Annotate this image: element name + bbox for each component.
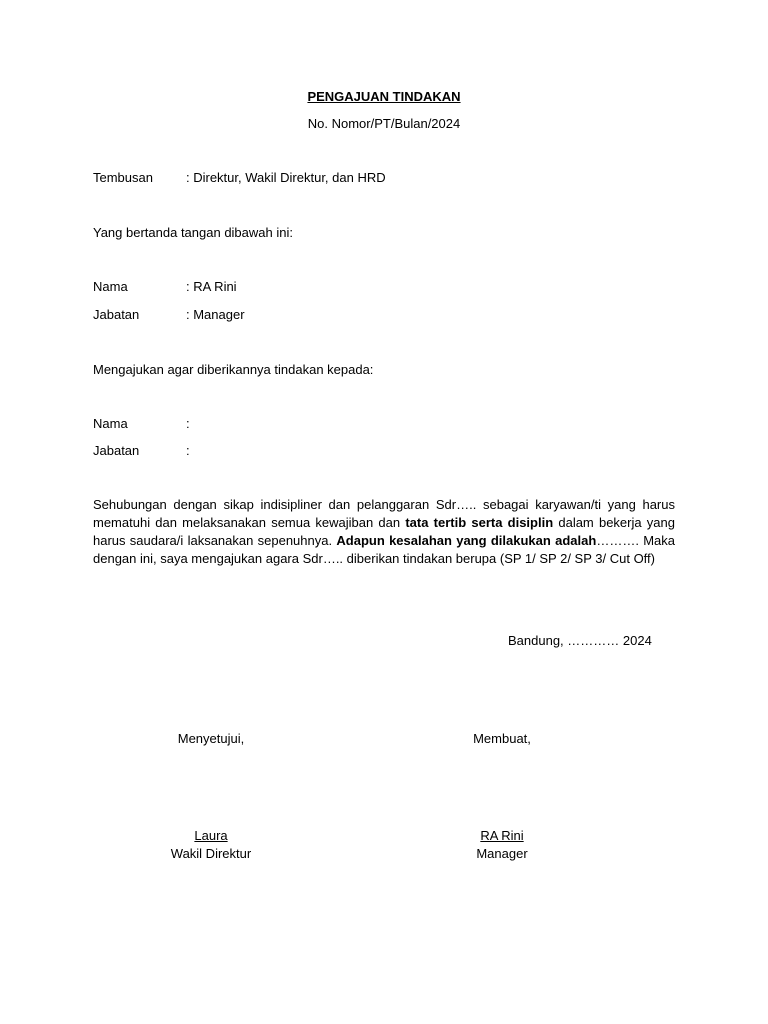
request-line: Mengajukan agar diberikannya tindakan kepada: xyxy=(93,362,374,377)
place-date: Bandung, ………… 2024 xyxy=(508,633,652,648)
signature-left-name: Laura xyxy=(194,828,228,843)
target-position-value: : xyxy=(186,443,190,458)
paragraph-bold-1: tata tertib serta disiplin xyxy=(405,515,554,530)
document-title: PENGAJUAN TINDAKAN xyxy=(307,89,461,104)
submitter-position-value: : Manager xyxy=(186,307,245,322)
signature-left-heading: Menyetujui, xyxy=(177,731,245,746)
target-name-label: Nama xyxy=(93,416,128,431)
document-number: No. Nomor/PT/Bulan/2024 xyxy=(307,116,461,131)
tembusan-value: : Direktur, Wakil Direktur, dan HRD xyxy=(186,170,386,185)
target-position-label: Jabatan xyxy=(93,443,140,458)
paragraph-part-2: dalam bekerja yang harus saudara/i laksanakan sepenuhnya. xyxy=(93,515,675,548)
paragraph-bold-2: Adapun kesalahan yang dilakukan adalah xyxy=(336,533,597,548)
target-name-value: : xyxy=(186,416,190,431)
paragraph-part-1: Sehubungan dengan sikap indisipliner dan pelanggaran Sdr….. sebagai karyawan/ti yang harus mematuhi dan melaksanakan semua kewajiban dan xyxy=(93,497,675,530)
signature-left-position: Wakil Direktur xyxy=(170,846,252,861)
intro-text: Yang bertanda tangan dibawah ini: xyxy=(93,225,293,240)
signature-left-footer xyxy=(130,827,292,863)
signature-right xyxy=(421,730,583,748)
signature-right-footer xyxy=(421,827,583,863)
body-paragraph xyxy=(93,496,675,568)
signature-right-heading: Membuat, xyxy=(473,731,531,746)
signature-right-position: Manager xyxy=(476,846,528,861)
submitter-position-label: Jabatan xyxy=(93,307,140,322)
submitter-name-label: Nama xyxy=(93,279,128,294)
submitter-name-value: : RA Rini xyxy=(186,279,237,294)
signature-right-name: RA Rini xyxy=(480,828,524,843)
signature-left xyxy=(130,730,292,748)
tembusan-label: Tembusan xyxy=(93,170,153,185)
paragraph-part-3: ………. Maka dengan ini, saya mengajukan agara Sdr….. diberikan tindakan berupa (SP 1/ SP 2/ SP 3/ Cut Off) xyxy=(93,533,676,566)
